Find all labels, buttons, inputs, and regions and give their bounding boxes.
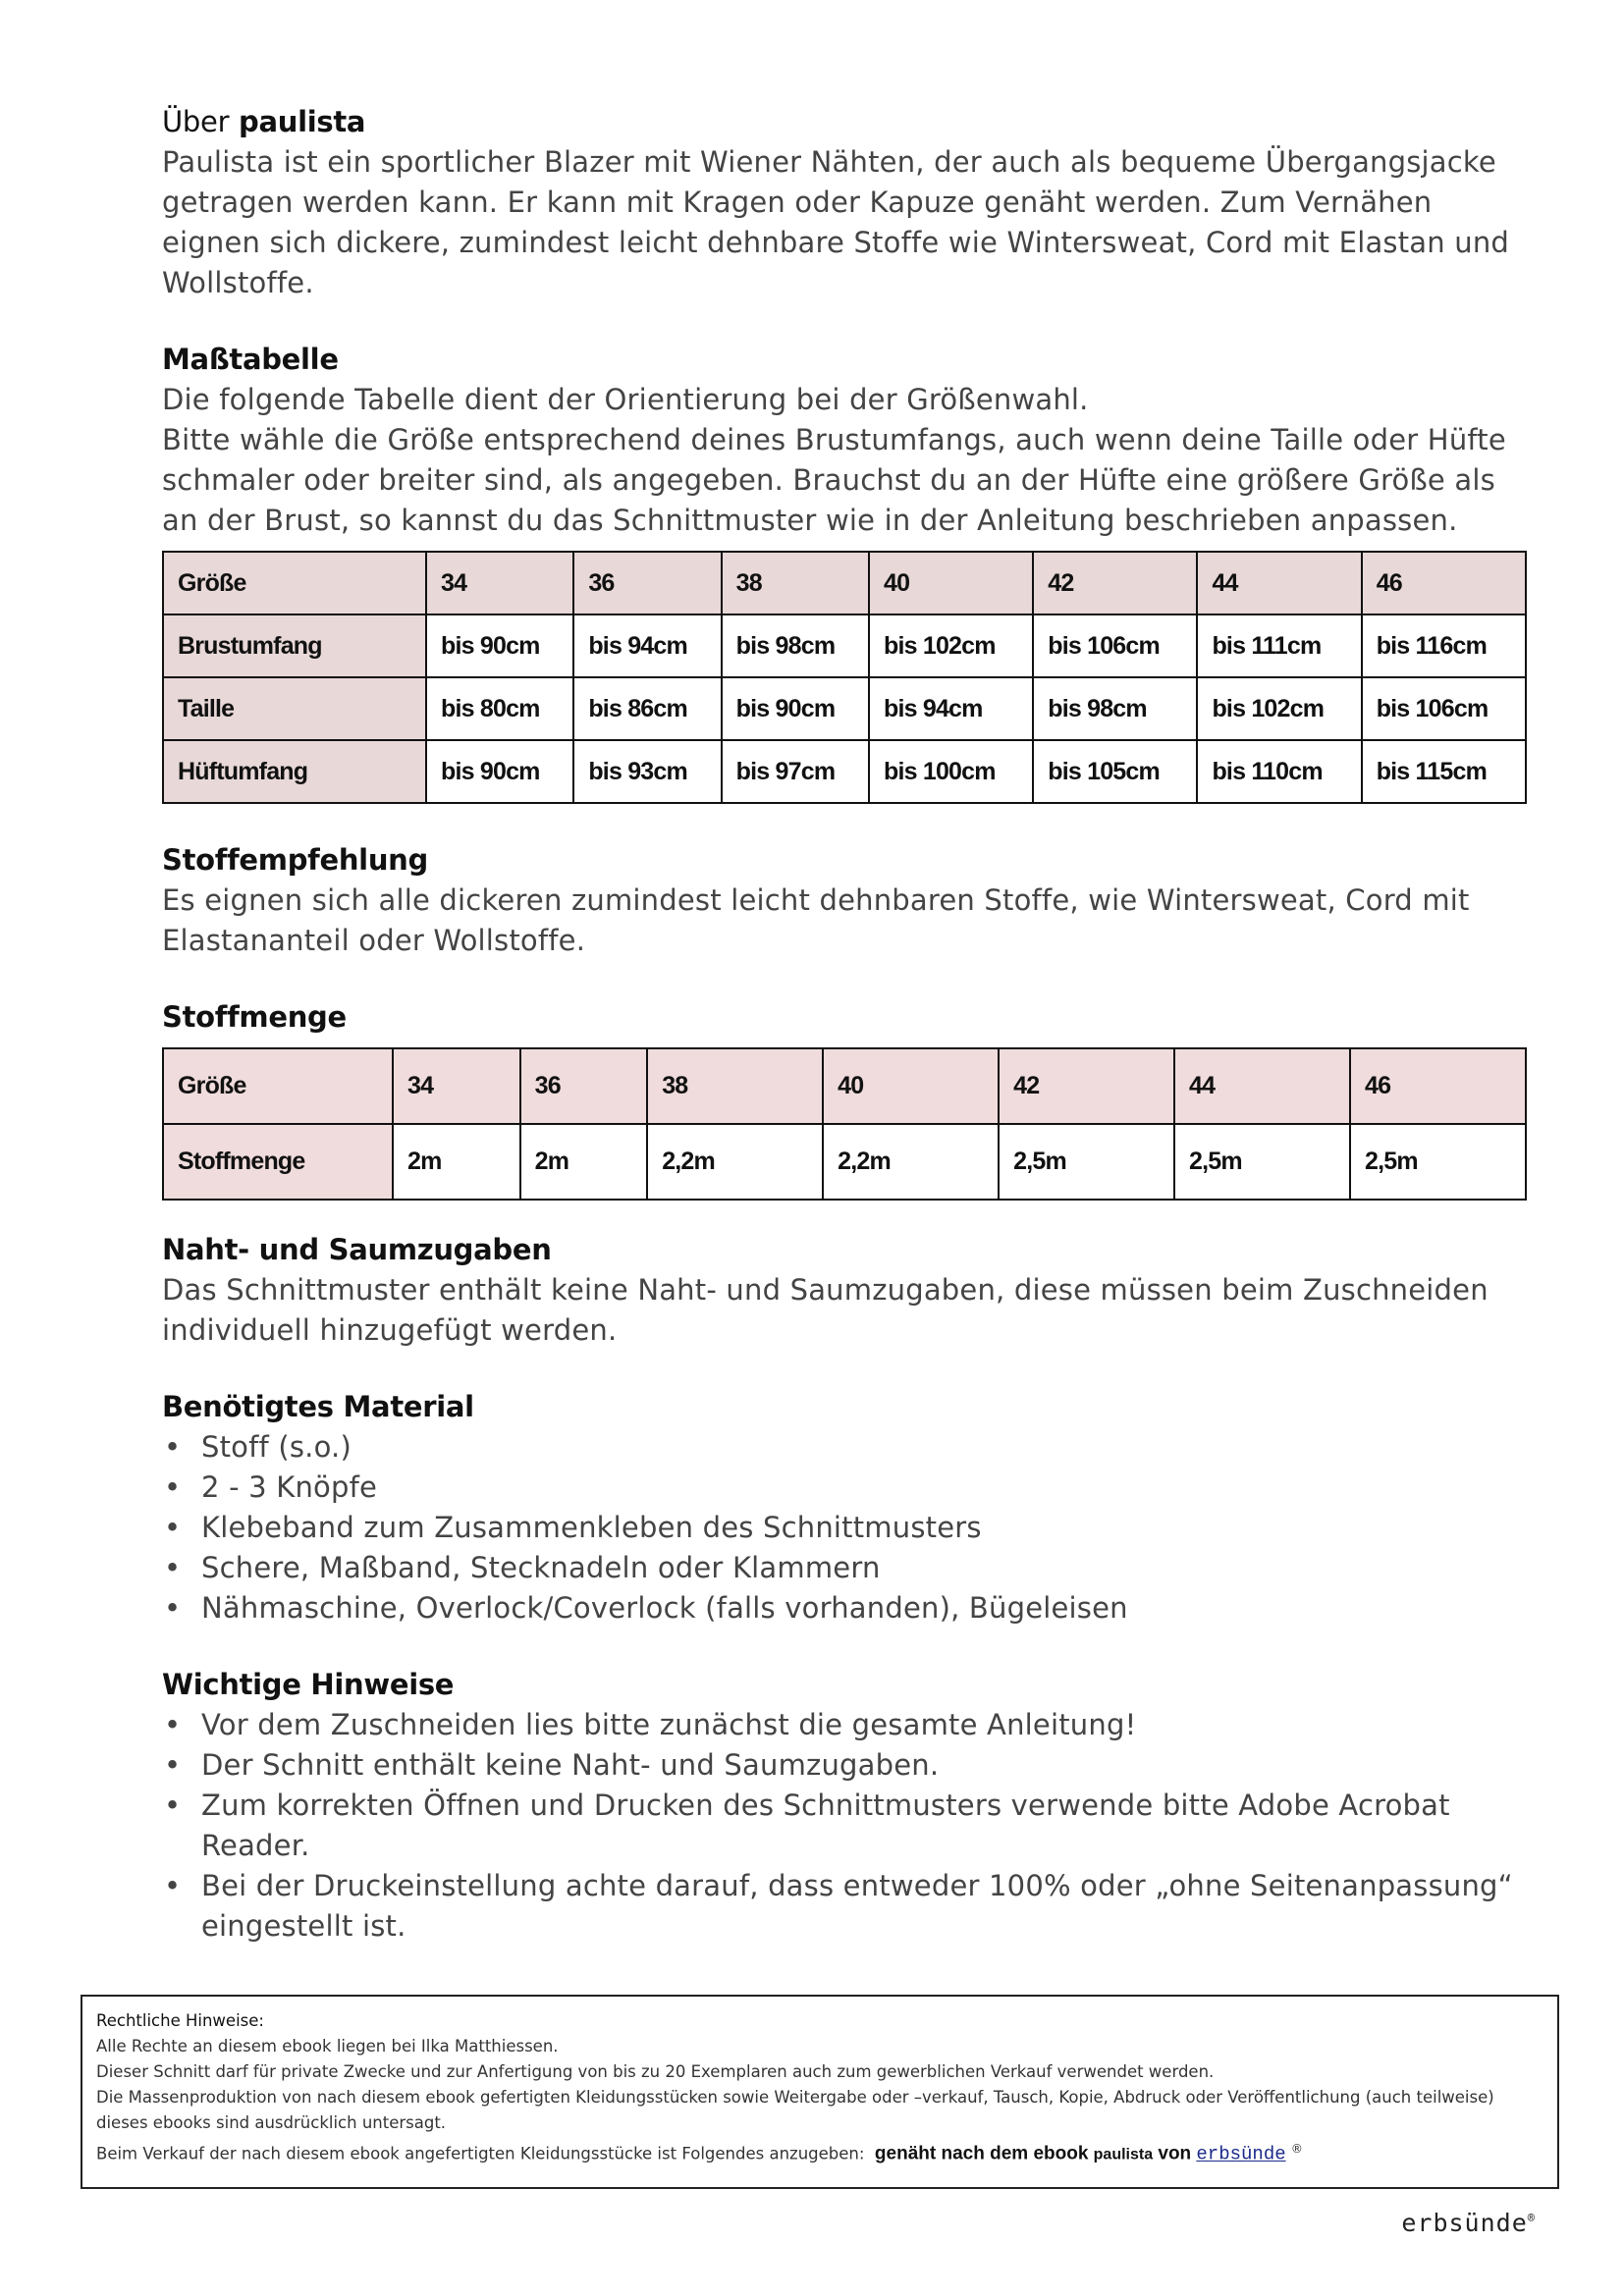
size-chart-cell: bis 98cm <box>722 614 869 677</box>
size-chart-cell: 34 <box>426 552 573 614</box>
seams-heading: Naht- und Saumzugaben <box>162 1233 552 1266</box>
size-chart-cell: bis 100cm <box>869 740 1033 803</box>
fabric-amount-cell: 2m <box>520 1124 648 1200</box>
size-chart-cell: 36 <box>573 552 721 614</box>
size-chart-label: Taille <box>163 677 426 740</box>
size-chart-cell: bis 94cm <box>869 677 1033 740</box>
fabric-amount-cell: 2,2m <box>647 1124 823 1200</box>
fabric-amount-cell: 2,5m <box>999 1124 1174 1200</box>
notes-heading: Wichtige Hinweise <box>162 1668 455 1701</box>
fabric-amount-table <box>162 1047 1527 1201</box>
size-chart-cell: 40 <box>869 552 1033 614</box>
legal-line-rights: Alle Rechte an diesem ebook liegen bei Ilka Matthiessen. <box>96 2037 559 2056</box>
table-row <box>163 552 1526 614</box>
fabric-amount-cell: 38 <box>647 1048 823 1124</box>
list-item: • Vor dem Zuschneiden lies bitte zunächst die gesamte Anleitung! <box>162 1705 1527 1745</box>
fabric-amount-cell: 42 <box>999 1048 1174 1124</box>
size-chart-cell: bis 105cm <box>1033 740 1197 803</box>
size-chart-cell: bis 110cm <box>1197 740 1361 803</box>
table-row <box>163 677 1526 740</box>
size-chart-intro: Die folgende Tabelle dient der Orientierung bei der Größenwahl. <box>162 383 1089 416</box>
size-chart-heading: Maßtabelle <box>162 343 339 376</box>
size-chart-cell: bis 111cm <box>1197 614 1361 677</box>
size-chart-cell: bis 116cm <box>1362 614 1526 677</box>
size-chart-cell: 38 <box>722 552 869 614</box>
fabric-amount-label: Stoffmenge <box>163 1124 393 1200</box>
legal-notice-box <box>81 1995 1559 2189</box>
materials-heading: Benötigtes Material <box>162 1390 474 1423</box>
fabric-amount-cell: 2,5m <box>1174 1124 1350 1200</box>
size-chart-label: Brustumfang <box>163 614 426 677</box>
size-chart-cell: bis 97cm <box>722 740 869 803</box>
size-chart-advice: Bitte wähle die Größe entsprechend deines Brustumfangs, auch wenn deine Taille oder Hüfte schmaler oder breiter sind, als angegeben. Brauchst du an der Hüfte eine größere Größe als an der Brust, so kannst du das Schnittmuster wie in der Anleitung beschrieben anpassen. <box>162 423 1506 537</box>
size-chart-cell: bis 106cm <box>1362 677 1526 740</box>
notes-list <box>162 1705 1527 1947</box>
brand-link[interactable]: erbsünde <box>1196 2143 1286 2165</box>
table-row <box>163 614 1526 677</box>
fabric-amount-cell: 2,5m <box>1350 1124 1526 1200</box>
size-chart-cell: bis 93cm <box>573 740 721 803</box>
size-chart-cell: bis 115cm <box>1362 740 1526 803</box>
size-chart-cell: 44 <box>1197 552 1361 614</box>
size-chart-label: Größe <box>163 552 426 614</box>
size-chart-table <box>162 551 1527 804</box>
document-body <box>162 102 1527 1947</box>
fabric-amount-cell: 2m <box>393 1124 520 1200</box>
fabric-amount-cell: 46 <box>1350 1048 1526 1124</box>
size-chart-cell: bis 94cm <box>573 614 721 677</box>
seams-text: Das Schnittmuster enthält keine Naht- und Saumzugaben, diese müssen beim Zuschneiden individuell hinzugefügt werden. <box>162 1273 1489 1347</box>
registered-mark: ® <box>1290 2142 1303 2156</box>
fabric-amount-cell: 34 <box>393 1048 520 1124</box>
fabric-text: Es eignen sich alle dickeren zumindest leicht dehnbaren Stoffe, wie Wintersweat, Cord mit Elastananteil oder Wollstoffe. <box>162 883 1470 957</box>
size-chart-cell: bis 106cm <box>1033 614 1197 677</box>
size-chart-cell: bis 98cm <box>1033 677 1197 740</box>
size-chart-cell: bis 102cm <box>1197 677 1361 740</box>
footer-brand-logo: erbsünde® <box>1401 2209 1536 2237</box>
size-chart-cell: 42 <box>1033 552 1197 614</box>
list-item: • Nähmaschine, Overlock/Coverlock (falls vorhanden), Bügeleisen <box>162 1588 1527 1629</box>
list-item: • Bei der Druckeinstellung achte darauf, dass entweder 100% oder „ohne Seitenanpassung“ eingestellt ist. <box>162 1866 1527 1947</box>
about-text: Paulista ist ein sportlicher Blazer mit Wiener Nähten, der auch als bequeme Übergangsjacke getragen werden kann. Er kann mit Kragen oder Kapuze genäht werden. Zum Vernähen eignen sich dickere, zumindest leicht dehnbare Stoffe wie Wintersweat, Cord mit Elastan und Wollstoffe. <box>162 145 1510 299</box>
fabric-amount-heading: Stoffmenge <box>162 1000 347 1034</box>
list-item: • Zum korrekten Öffnen und Drucken des Schnittmusters verwende bitte Adobe Acrobat Reader. <box>162 1786 1527 1866</box>
size-chart-cell: bis 90cm <box>426 614 573 677</box>
size-chart-cell: bis 80cm <box>426 677 573 740</box>
list-item: • Der Schnitt enthält keine Naht- und Saumzugaben. <box>162 1745 1527 1786</box>
size-chart-cell: bis 90cm <box>722 677 869 740</box>
materials-list <box>162 1427 1527 1629</box>
legal-line-usage: Dieser Schnitt darf für private Zwecke und zur Anfertigung von bis zu 20 Exemplaren auch zum gewerblichen Verkauf verwendet werden. <box>96 2062 1215 2081</box>
size-chart-cell: bis 90cm <box>426 740 573 803</box>
legal-line-credit: Beim Verkauf der nach diesem ebook angefertigten Kleidungsstücke ist Folgendes anzugeben: genäht nach dem ebook paulista von erbsünde ® <box>96 2142 1303 2165</box>
fabric-amount-label: Größe <box>163 1048 393 1124</box>
about-heading: Über paulista <box>162 105 366 138</box>
credit-text: genäht nach dem ebook <box>874 2143 1089 2164</box>
size-chart-label: Hüftumfang <box>163 740 426 803</box>
table-row <box>163 1124 1526 1200</box>
size-chart-cell: bis 86cm <box>573 677 721 740</box>
list-item: • Klebeband zum Zusammenkleben des Schnittmusters <box>162 1508 1527 1548</box>
table-row <box>163 1048 1526 1124</box>
fabric-heading: Stoffempfehlung <box>162 843 428 877</box>
list-item: • Stoff (s.o.) <box>162 1427 1527 1468</box>
size-chart-cell: bis 102cm <box>869 614 1033 677</box>
table-row <box>163 740 1526 803</box>
fabric-amount-cell: 36 <box>520 1048 648 1124</box>
legal-line-restrictions: Die Massenproduktion von nach diesem ebook gefertigten Kleidungsstücken sowie Weitergabe oder –verkauf, Tausch, Kopie, Abdruck oder Veröffentlichung (auch teilweise) dieses ebooks sind ausdrücklich untersagt. <box>96 2088 1494 2132</box>
credit-pattern: paulista <box>1093 2146 1154 2163</box>
credit-von: von <box>1158 2143 1192 2164</box>
fabric-amount-cell: 2,2m <box>823 1124 999 1200</box>
legal-title: Rechtliche Hinweise: <box>96 2011 264 2030</box>
list-item: • 2 - 3 Knöpfe <box>162 1468 1527 1508</box>
size-chart-cell: 46 <box>1362 552 1526 614</box>
list-item: • Schere, Maßband, Stecknadeln oder Klammern <box>162 1548 1527 1588</box>
fabric-amount-cell: 40 <box>823 1048 999 1124</box>
fabric-amount-cell: 44 <box>1174 1048 1350 1124</box>
